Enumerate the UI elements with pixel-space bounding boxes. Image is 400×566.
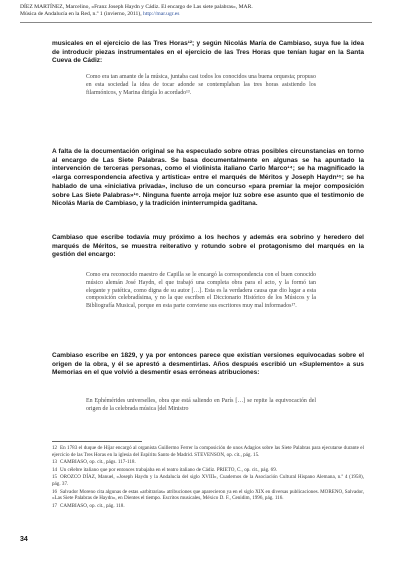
footnote-text: En 1783 el duque de Híjar encargó al organista Guillermo Ferrer la composición de unos Adagios sobre las Siete Palabras para ejecutarse durante el ejercicio de las Tres Horas en la iglesia del Espíritu Santo de Madrid. STEVENSON, op. cit., pág. 15. <box>52 445 364 458</box>
footnotes <box>52 445 364 510</box>
footnote-text: CAMBIASO, op. cit., pág. 118. <box>60 502 125 509</box>
body-paragraph-4: Cambiaso escribe en 1829, y ya por entonces parece que existían versiones equivocadas sobre el origen de la obra, y él se aprestó a desmentirlas. Años después escribió un «Suplemento» a sus Memorias en el que volvió a desmentir esas erróneas atribuciones: <box>52 352 364 377</box>
footnote <box>52 489 364 502</box>
running-header <box>20 4 372 18</box>
header-divider <box>20 22 372 23</box>
block-quote-3: En Ephémérides universelles, obra que está saliendo en París […] se repite la equivocación del origen de la celebrada música [del Ministro <box>86 398 316 412</box>
footnote-number: 12 <box>52 445 58 451</box>
footnote-number: 17 <box>52 502 58 509</box>
footnote <box>52 503 364 510</box>
footnote-text: Un célebre italiano que por entonces trabajaba en el teatro italiano de Cádiz. PRIETO, C., op. cit., pág. 69. <box>60 466 278 473</box>
footnote-number: 13 <box>52 459 58 466</box>
footnote-divider <box>52 441 142 442</box>
footnote <box>52 445 364 458</box>
footnote <box>52 459 364 466</box>
body-paragraph-1: musicales en el ejercicio de las Tres Horas¹²; y según Nicolás María de Cambiaso, suya fue la idea de introducir piezas instrumentales en el ejercicio de las Tres Horas que tenían lugar en la Santa Cueva de Cádiz: <box>52 40 364 65</box>
block-quote-1: Como era tan amante de la música, juntaba casi todos los conocidos una buena orquesta; propuso en esta sociedad la idea de tocar adonde se contemplaban las tres horas asistiendo los filarmónicos, y Marina dirigía lo acordado¹³. <box>86 74 316 96</box>
footnote-number: 16 <box>52 488 58 495</box>
block-quote-2: Como era reconocido maestro de Capilla se le encargó la correspondencia con el buen conocido músico alemán José Haydn, el que trabajó una completa obra para el acto, y la formó tan elegante y patética, como digna de su autor […]. Esta es la verdadera causa que dio lugar a esta composición celebradísima, y no la que escriben el Diccionario Histórico de los Músicos y la Bibliografía Musical, porque en esta parte conviene sus escritores muy mal informados¹⁷. <box>86 272 316 310</box>
header-url-link[interactable]: http://mar.ugr.es <box>143 11 180 17</box>
footnote-number: 14 <box>52 466 58 473</box>
footnote-number: 15 <box>52 474 58 481</box>
body-paragraph-2: A falta de la documentación original se ha especulado sobre otras posibles circunstancias en torno al encargo de Las Siete Palabras. Se basa documentalmente en algunas se ha apuntado la intervención de terceras personas, como el violinista italiano Carlo Marco¹⁴; se ha magnificado la «larga correspondencia afectiva y artística» entre el marqués de Méritos y Joseph Haydn¹⁵; se ha hablado de una «iniciativa privada», incluso de un concurso «para premiar la mejor composición sobre Las Siete Palabras»¹⁶. Ninguna fuente arroja mejor luz sobre ese asunto que el testimonio de Nicolás María de Cambiaso, y la tradición ininterrumpida gaditana. <box>52 148 364 208</box>
footnote-text: Salvador Moreno cita algunas de estas «arbitrarias» atribuciones que aparecieron ya en el siglo XIX en diversas publicaciones. MORENO, Salvador, «Las Siete Palabras de Haydn», en Dientes el tiempo. Escritos musicales, México D. F., Cenidim, 1996, pág. 116. <box>52 488 364 502</box>
page-number: 34 <box>20 536 28 543</box>
footnote <box>52 474 364 487</box>
footnote-text: CAMBIASO, op. cit., págs. 117-118. <box>60 459 136 466</box>
header-citation-line1: DÍEZ MARTÍNEZ, Marcelino, «Franz Joseph Haydn y Cádiz. El encargo de Las siete palabras», MAR. <box>20 4 253 10</box>
header-citation-text: Música de Andalucía en la Red, n.º 1 (invierno, 2011), <box>20 11 144 17</box>
footnote <box>52 467 364 474</box>
footnote-text: OROZCO DÍAZ, Manuel, «Joseph Haydn y la Andalucía del siglo XVIII», Cuadernos de la Asociación Cultural Hispano Alemana, n.º 4 (1958), pág. 37. <box>52 474 364 487</box>
body-paragraph-3: Cambiaso que escribe todavía muy próximo a los hechos y además era sobrino y heredero del marqués de Méritos, se muestra reiterativo y rotundo sobre el protagonismo del marqués en la gestión del encargo: <box>52 234 364 259</box>
header-citation-line2 <box>20 11 372 18</box>
